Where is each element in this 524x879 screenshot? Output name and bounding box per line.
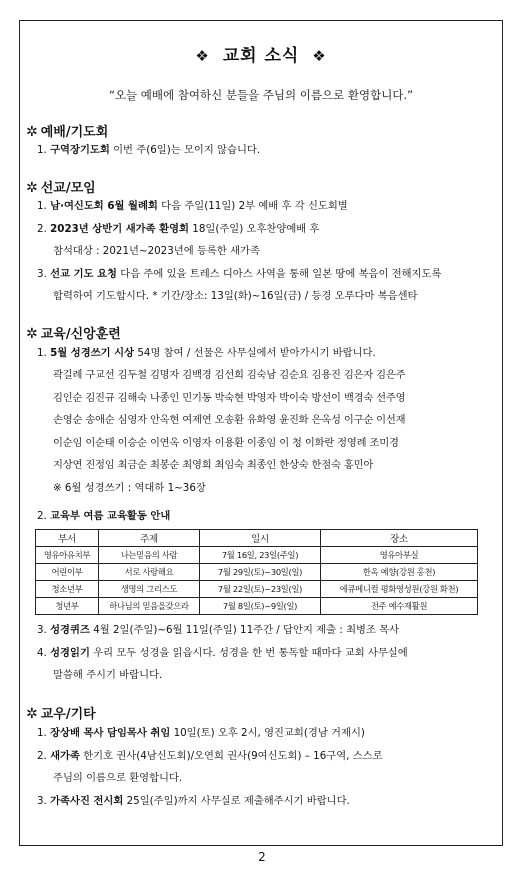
title-text: 교회 소식 [222, 46, 300, 66]
section-heading-education [26, 323, 121, 342]
table-cell: 7월 8일(토)~9일(일) [200, 598, 321, 615]
fellowship-item-1: 1. 장상배 목사 담임목사 취임 10일(토) 오후 2시, 영진교회(경남 거제시) [37, 727, 365, 739]
table-cell: 영유아부실 [321, 547, 478, 564]
mission-item-3-detail: 합력하여 기도합시다. * 기간/장소: 13일(화)~16일(금) / 등경 오루다마 복음센타 [53, 290, 418, 302]
welcome-message: “오늘 예배에 참여하신 분들을 주님의 이름으로 환영합니다.” [108, 88, 414, 102]
table-cell: 청소년부 [36, 581, 99, 598]
table-header-row [36, 530, 478, 547]
table-cell: 에큐메니컬 평화영성원(강원 화천) [321, 581, 478, 598]
section-star-icon: ✲ [26, 326, 38, 342]
bible-writing-note: ※ 6월 성경쓰기 : 역대하 1~36장 [53, 482, 206, 494]
worship-item-1: 1. 구역장기도회 이번 주(6일)는 모이지 않습니다. [37, 144, 261, 156]
title-ornament-right-icon: ❖ [312, 47, 327, 65]
table-header-cell: 일시 [200, 530, 321, 547]
summer-education-table [35, 529, 478, 615]
education-item-3: 3. 성경퀴즈 4월 2일(주일)~6월 11일(주일) 11주간 / 답안지 제출 : 최병조 목사 [37, 624, 400, 636]
table-cell: 7월 16일, 23일(주일) [200, 547, 321, 564]
table-row [36, 581, 478, 598]
section-title: 선교/모임 [40, 181, 96, 196]
participant-names-row: 이순임 이순태 이승순 이연옥 이영자 이용환 이종임 이 청 이화란 정영례 조미경 [53, 437, 399, 449]
table-cell: 전주 예수재활원 [321, 598, 478, 615]
participant-names-row: 곽길례 구교선 김두철 김명자 김백경 김선희 김숙남 김순요 김용진 김은자 김은주 [53, 369, 406, 381]
fellowship-item-2: 2. 새가족 한기호 권사(4남신도회)/오연희 권사(9여신도회) – 16구역, 스스로 [37, 750, 383, 762]
mission-item-1: 1. 남·여신도회 6월 월례회 다음 주일(11일) 2부 예배 후 각 신도회별 [37, 200, 348, 212]
section-star-icon: ✲ [26, 124, 38, 140]
section-title: 예배/기도회 [40, 125, 109, 140]
table-header-cell: 장소 [321, 530, 478, 547]
participant-names-row: 김인순 김진규 김해숙 나종인 민기동 박숙현 박영자 박이숙 방선이 백경숙 선주영 [53, 392, 406, 404]
table-cell: 나는믿음의 사람 [99, 547, 200, 564]
table-row [36, 564, 478, 581]
table-header-cell: 주제 [99, 530, 200, 547]
table-cell: 서로 사랑해요 [99, 564, 200, 581]
section-heading-fellowship [26, 703, 96, 722]
fellowship-item-3: 3. 가족사진 전시회 25일(주일)까지 사무실로 제출해주시기 바랍니다. [37, 795, 350, 807]
table-cell: 영유아유치부 [36, 547, 99, 564]
table-cell: 하나님의 믿음을갖으라 [99, 598, 200, 615]
education-item-1: 1. 5월 성경쓰기 시상 54명 참여 / 선물은 사무실에서 받아가시기 바랍니다. [37, 347, 376, 359]
page-title [20, 41, 502, 66]
bulletin-frame [19, 20, 503, 846]
education-item-4-detail: 말씀해 주시기 바랍니다. [53, 669, 163, 681]
mission-item-3: 3. 선교 기도 요청 다음 주에 있을 트레스 디아스 사역을 통해 일본 땅에 복음이 전해지도록 [37, 268, 442, 280]
section-star-icon: ✲ [26, 180, 38, 196]
participant-names-row: 지상연 진정임 최금순 최봉순 최영희 최임숙 최종인 한상숙 한점숙 홍민아 [53, 459, 374, 471]
title-ornament-left-icon: ❖ [195, 47, 210, 65]
section-title: 교육/신앙훈련 [40, 327, 121, 342]
table-cell: 생명의 그리스도 [99, 581, 200, 598]
table-cell: 어린이부 [36, 564, 99, 581]
mission-item-2: 2. 2023년 상반기 새가족 환영회 18일(주일) 오후찬양예배 후 [37, 223, 320, 235]
table-row [36, 547, 478, 564]
mission-item-2-detail: 참석대상 : 2021년~2023년에 등록한 새가족 [53, 245, 260, 257]
section-heading-worship [26, 121, 108, 140]
participant-names-row: 손영순 송애순 심영자 안옥현 여제연 오송환 유화영 윤진화 은옥성 이구순 이선재 [53, 414, 406, 426]
table-cell: 7월 29일(토)~30일(일) [200, 564, 321, 581]
table-cell: 7월 22일(토)~23일(일) [200, 581, 321, 598]
table-cell: 한옥 예향(강원 홍천) [321, 564, 478, 581]
table-header-cell: 부서 [36, 530, 99, 547]
table-cell: 청년부 [36, 598, 99, 615]
education-item-4: 4. 성경읽기 우리 모두 성경을 읽읍시다. 성경을 한 번 통독할 때마다 교회 사무실에 [37, 647, 408, 659]
fellowship-item-2-detail: 주님의 이름으로 환영합니다. [53, 772, 183, 784]
section-star-icon: ✲ [26, 706, 38, 722]
education-item-2: 2. 교육부 여름 교육활동 안내 [37, 510, 171, 522]
section-title: 교우/기타 [40, 707, 96, 722]
page-number: 2 [258, 850, 266, 864]
section-heading-mission [26, 177, 96, 196]
table-row [36, 598, 478, 615]
